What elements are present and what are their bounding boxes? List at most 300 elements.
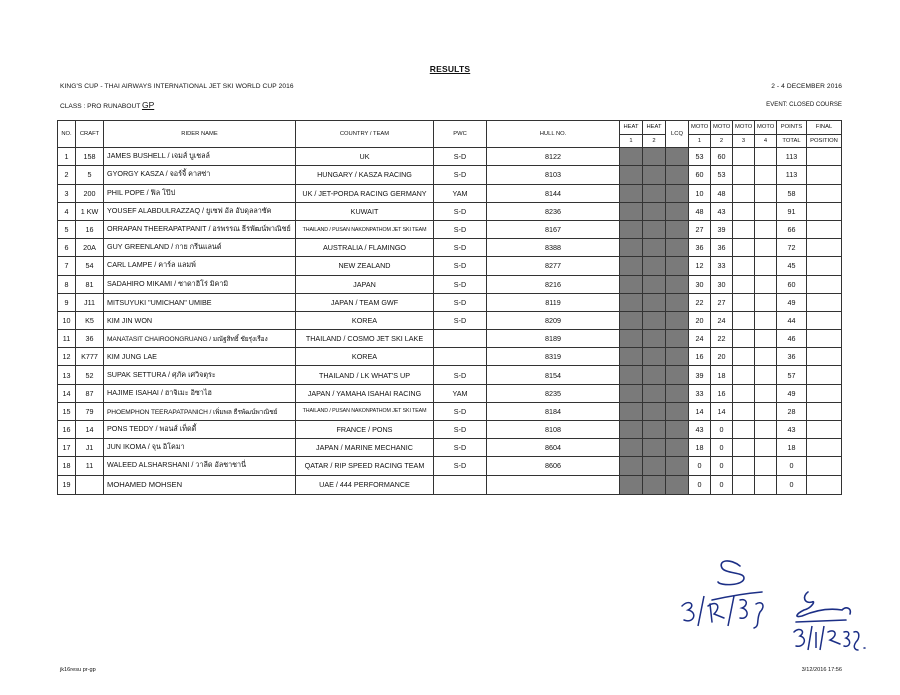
lcq-cell [666, 148, 689, 166]
moto2-score: 22 [711, 330, 733, 348]
hull-number: 8122 [487, 148, 620, 166]
heat1-cell [620, 166, 643, 184]
header-heat2: HEAT [643, 121, 666, 135]
pwc-brand: S-D [434, 239, 487, 257]
moto4-score [755, 184, 777, 202]
moto3-score [733, 184, 755, 202]
lcq-cell [666, 166, 689, 184]
pwc-brand: S-D [434, 402, 487, 420]
moto4-score [755, 421, 777, 439]
rider-name: MITSUYUKI "UMICHAN" UMIBE [104, 293, 296, 311]
moto2-score: 33 [711, 257, 733, 275]
moto1-score: 24 [689, 330, 711, 348]
header-final: FINAL [807, 121, 842, 135]
moto4-score [755, 348, 777, 366]
craft-number: K777 [76, 348, 104, 366]
heat1-cell [620, 402, 643, 420]
heat2-cell [643, 384, 666, 402]
moto1-score: 0 [689, 457, 711, 475]
hull-number [487, 475, 620, 494]
lcq-cell [666, 257, 689, 275]
row-number: 10 [58, 311, 76, 329]
header-moto1-num: 1 [689, 134, 711, 148]
moto3-score [733, 148, 755, 166]
header-no: NO. [58, 121, 76, 148]
points-total: 60 [777, 275, 807, 293]
points-total: 18 [777, 439, 807, 457]
final-position [807, 330, 842, 348]
moto3-score [733, 366, 755, 384]
moto4-score [755, 239, 777, 257]
craft-number: 20A [76, 239, 104, 257]
table-row [58, 257, 842, 275]
craft-number: 54 [76, 257, 104, 275]
hull-number: 8236 [487, 202, 620, 220]
craft-number: 14 [76, 421, 104, 439]
class-prefix: CLASS : PRO RUNABOUT [60, 103, 142, 110]
hull-number: 8235 [487, 384, 620, 402]
points-total: 44 [777, 311, 807, 329]
country-team: UK [296, 148, 434, 166]
heat1-cell [620, 330, 643, 348]
final-position [807, 220, 842, 238]
moto3-score [733, 275, 755, 293]
rider-name: JUN IKOMA / จุน อิโคมา [104, 439, 296, 457]
moto1-score: 18 [689, 439, 711, 457]
table-row [58, 311, 842, 329]
moto1-score: 20 [689, 311, 711, 329]
heat1-cell [620, 348, 643, 366]
pwc-brand: S-D [434, 311, 487, 329]
final-position [807, 402, 842, 420]
points-total: 58 [777, 184, 807, 202]
moto3-score [733, 311, 755, 329]
points-total: 46 [777, 330, 807, 348]
craft-number: 52 [76, 366, 104, 384]
lcq-cell [666, 475, 689, 494]
hull-number: 8216 [487, 275, 620, 293]
country-team: JAPAN [296, 275, 434, 293]
moto2-score: 53 [711, 166, 733, 184]
moto4-score [755, 293, 777, 311]
final-position [807, 148, 842, 166]
heat1-cell [620, 366, 643, 384]
rider-name: KIM JIN WON [104, 311, 296, 329]
row-number: 2 [58, 166, 76, 184]
moto4-score [755, 202, 777, 220]
heat2-cell [643, 366, 666, 384]
moto1-score: 39 [689, 366, 711, 384]
heat1-cell [620, 457, 643, 475]
row-number: 8 [58, 275, 76, 293]
final-position [807, 384, 842, 402]
rider-name: PHIL POPE / ฟิล โป๊ป [104, 184, 296, 202]
moto2-score: 30 [711, 275, 733, 293]
row-number: 6 [58, 239, 76, 257]
header-lcq: LCQ [666, 121, 689, 148]
craft-number: J11 [76, 293, 104, 311]
points-total: 49 [777, 293, 807, 311]
heat2-cell [643, 257, 666, 275]
craft-number: 16 [76, 220, 104, 238]
final-position [807, 166, 842, 184]
row-number: 12 [58, 348, 76, 366]
heat1-cell [620, 257, 643, 275]
heat2-cell [643, 421, 666, 439]
rider-name: GUY GREENLAND / กาย กรีนแลนด์ [104, 239, 296, 257]
rider-name: YOUSEF ALABDULRAZZAQ / ยูเซฟ อัล อับดุลลาซัค [104, 202, 296, 220]
moto4-score [755, 330, 777, 348]
header-moto1: MOTO [689, 121, 711, 135]
hull-number: 8189 [487, 330, 620, 348]
country-team: THAILAND / LK WHAT'S UP [296, 366, 434, 384]
craft-number: J1 [76, 439, 104, 457]
signature-date-left [676, 592, 786, 632]
moto1-score: 53 [689, 148, 711, 166]
pwc-brand: S-D [434, 202, 487, 220]
moto2-score: 36 [711, 239, 733, 257]
heat1-cell [620, 439, 643, 457]
final-position [807, 257, 842, 275]
heat2-cell [643, 457, 666, 475]
header-moto3-num: 3 [733, 134, 755, 148]
rider-name: SUPAK SETTURA / ศุภัค เศวิจตุระ [104, 366, 296, 384]
header-hull: HULL NO. [487, 121, 620, 148]
pwc-brand: S-D [434, 166, 487, 184]
header-moto2-num: 2 [711, 134, 733, 148]
hull-number: 8108 [487, 421, 620, 439]
moto4-score [755, 220, 777, 238]
moto2-score: 0 [711, 439, 733, 457]
heat2-cell [643, 220, 666, 238]
row-number: 5 [58, 220, 76, 238]
moto3-score [733, 293, 755, 311]
pwc-brand: YAM [434, 184, 487, 202]
table-row [58, 220, 842, 238]
points-total: 72 [777, 239, 807, 257]
moto4-score [755, 366, 777, 384]
heat1-cell [620, 475, 643, 494]
lcq-cell [666, 311, 689, 329]
header-points-total: TOTAL [777, 134, 807, 148]
rider-name: SADAHIRO MIKAMI / ซาดาฮิโร่ มิคามิ [104, 275, 296, 293]
lcq-cell [666, 421, 689, 439]
moto4-score [755, 166, 777, 184]
craft-number: 5 [76, 166, 104, 184]
heat2-cell [643, 402, 666, 420]
moto1-score: 12 [689, 257, 711, 275]
moto3-score [733, 330, 755, 348]
table-row [58, 475, 842, 494]
moto2-score: 0 [711, 457, 733, 475]
moto1-score: 10 [689, 184, 711, 202]
moto4-score [755, 275, 777, 293]
row-number: 16 [58, 421, 76, 439]
heat2-cell [643, 475, 666, 494]
header-moto4: MOTO [755, 121, 777, 135]
rider-name: HAJIME ISAHAI / ฮาจิเมะ อิซาไฮ [104, 384, 296, 402]
final-position [807, 275, 842, 293]
header-moto3: MOTO [733, 121, 755, 135]
moto2-score: 43 [711, 202, 733, 220]
rider-name: CARL LAMPE / คาร์ล แลมพ์ [104, 257, 296, 275]
pwc-brand: S-D [434, 421, 487, 439]
country-team: NEW ZEALAND [296, 257, 434, 275]
moto2-score: 0 [711, 475, 733, 494]
country-team: KOREA [296, 348, 434, 366]
final-position [807, 348, 842, 366]
row-number: 9 [58, 293, 76, 311]
final-position [807, 421, 842, 439]
header-heat1-num: 1 [620, 134, 643, 148]
craft-number [76, 475, 104, 494]
row-number: 11 [58, 330, 76, 348]
event-dates: 2 - 4 DECEMBER 2016 [771, 83, 842, 90]
final-position [807, 457, 842, 475]
craft-number: 36 [76, 330, 104, 348]
header-pwc: PWC [434, 121, 487, 148]
heat2-cell [643, 239, 666, 257]
lcq-cell [666, 348, 689, 366]
lcq-cell [666, 402, 689, 420]
rider-name: MOHAMED MOHSEN [104, 475, 296, 494]
moto4-score [755, 148, 777, 166]
table-row [58, 275, 842, 293]
pwc-brand: S-D [434, 257, 487, 275]
header-heat1: HEAT [620, 121, 643, 135]
moto1-score: 14 [689, 402, 711, 420]
pwc-brand: S-D [434, 366, 487, 384]
points-total: 45 [777, 257, 807, 275]
pwc-brand [434, 475, 487, 494]
country-team: FRANCE / PONS [296, 421, 434, 439]
pwc-brand [434, 330, 487, 348]
points-total: 0 [777, 475, 807, 494]
lcq-cell [666, 384, 689, 402]
heat2-cell [643, 348, 666, 366]
table-row [58, 148, 842, 166]
moto4-score [755, 257, 777, 275]
pwc-brand: S-D [434, 439, 487, 457]
hull-number: 8144 [487, 184, 620, 202]
moto3-score [733, 384, 755, 402]
table-row [58, 384, 842, 402]
footer-file: jk16resu pr-gp [60, 667, 96, 673]
hull-number: 8277 [487, 257, 620, 275]
moto2-score: 14 [711, 402, 733, 420]
moto2-score: 24 [711, 311, 733, 329]
final-position [807, 475, 842, 494]
pwc-brand: YAM [434, 384, 487, 402]
header-final-position: POSITION [807, 134, 842, 148]
hull-number: 8103 [487, 166, 620, 184]
pwc-brand: S-D [434, 148, 487, 166]
heat2-cell [643, 166, 666, 184]
moto2-score: 48 [711, 184, 733, 202]
moto2-score: 18 [711, 366, 733, 384]
points-total: 91 [777, 202, 807, 220]
points-total: 0 [777, 457, 807, 475]
row-number: 14 [58, 384, 76, 402]
heat2-cell [643, 184, 666, 202]
row-number: 7 [58, 257, 76, 275]
heat2-cell [643, 439, 666, 457]
heat2-cell [643, 148, 666, 166]
header-moto2: MOTO [711, 121, 733, 135]
pwc-brand [434, 348, 487, 366]
points-total: 28 [777, 402, 807, 420]
rider-name: PHOEMPHON TEERAPATPANICH / เพิ่มพล ธีรพัฒน์พาณิชย์ [104, 402, 296, 420]
points-total: 49 [777, 384, 807, 402]
heat2-cell [643, 311, 666, 329]
moto2-score: 0 [711, 421, 733, 439]
country-team: UAE / 444 PERFORMANCE [296, 475, 434, 494]
lcq-cell [666, 220, 689, 238]
heat2-cell [643, 202, 666, 220]
rider-name: JAMES BUSHELL / เจมส์ บูเชลล์ [104, 148, 296, 166]
lcq-cell [666, 275, 689, 293]
points-total: 113 [777, 166, 807, 184]
signature-right [786, 588, 866, 628]
country-team: HUNGARY / KASZA RACING [296, 166, 434, 184]
country-team: JAPAN / YAMAHA ISAHAI RACING [296, 384, 434, 402]
table-row [58, 239, 842, 257]
lcq-cell [666, 366, 689, 384]
moto4-score [755, 439, 777, 457]
table-row [58, 402, 842, 420]
heat1-cell [620, 148, 643, 166]
moto4-score [755, 311, 777, 329]
rider-name: PONS TEDDY / พอนส์ เท็ดดี้ [104, 421, 296, 439]
heat1-cell [620, 239, 643, 257]
pwc-brand: S-D [434, 293, 487, 311]
row-number: 13 [58, 366, 76, 384]
moto2-score: 60 [711, 148, 733, 166]
pwc-brand: S-D [434, 275, 487, 293]
craft-number: 11 [76, 457, 104, 475]
final-position [807, 202, 842, 220]
table-row [58, 348, 842, 366]
table-row [58, 457, 842, 475]
moto3-score [733, 166, 755, 184]
table-row [58, 202, 842, 220]
page-title: RESULTS [429, 64, 471, 74]
row-number: 1 [58, 148, 76, 166]
moto2-score: 27 [711, 293, 733, 311]
country-team: KOREA [296, 311, 434, 329]
heat1-cell [620, 184, 643, 202]
class-label [60, 100, 154, 110]
event-course: EVENT: CLOSED COURSE [766, 101, 842, 108]
country-team: JAPAN / MARINE MECHANIC [296, 439, 434, 457]
country-team: THAILAND / PUSAN NAKONPATHOM JET SKI TEAM [296, 402, 434, 420]
moto1-score: 36 [689, 239, 711, 257]
rider-name: MANATASIT CHAIROONGRUANG / มณัฐสิทธิ์ ชัยรุ่งเรือง [104, 330, 296, 348]
row-number: 19 [58, 475, 76, 494]
craft-number: 79 [76, 402, 104, 420]
craft-number: K5 [76, 311, 104, 329]
heat2-cell [643, 293, 666, 311]
header-moto4-num: 4 [755, 134, 777, 148]
points-total: 36 [777, 348, 807, 366]
rider-name: ORRAPAN THEERAPATPANIT / อรพรรณ ธีรพัฒน์พาณิชย์ [104, 220, 296, 238]
craft-number: 1 KW [76, 202, 104, 220]
moto1-score: 33 [689, 384, 711, 402]
table-row [58, 439, 842, 457]
moto2-score: 20 [711, 348, 733, 366]
lcq-cell [666, 330, 689, 348]
moto3-score [733, 421, 755, 439]
final-position [807, 439, 842, 457]
signature-date-right [790, 624, 870, 654]
heat1-cell [620, 202, 643, 220]
country-team: QATAR / RIP SPEED RACING TEAM [296, 457, 434, 475]
moto4-score [755, 384, 777, 402]
country-team: AUSTRALIA / FLAMINGO [296, 239, 434, 257]
hull-number: 8119 [487, 293, 620, 311]
event-name: KING'S CUP - THAI AIRWAYS INTERNATIONAL JET SKI WORLD CUP 2016 [60, 83, 294, 90]
rider-name: WALEED ALSHARSHANI / วาลีด อัลชาชานี่ [104, 457, 296, 475]
heat1-cell [620, 220, 643, 238]
hull-number: 8388 [487, 239, 620, 257]
table-row [58, 330, 842, 348]
heat1-cell [620, 275, 643, 293]
moto3-score [733, 402, 755, 420]
moto1-score: 27 [689, 220, 711, 238]
row-number: 17 [58, 439, 76, 457]
pwc-brand: S-D [434, 220, 487, 238]
moto3-score [733, 257, 755, 275]
moto4-score [755, 402, 777, 420]
header-country: COUNTRY / TEAM [296, 121, 434, 148]
table-header [58, 121, 842, 148]
heat1-cell [620, 421, 643, 439]
moto1-score: 60 [689, 166, 711, 184]
heat1-cell [620, 293, 643, 311]
lcq-cell [666, 439, 689, 457]
country-team: THAILAND / COSMO JET SKI LAKE [296, 330, 434, 348]
table-row [58, 293, 842, 311]
moto2-score: 39 [711, 220, 733, 238]
craft-number: 87 [76, 384, 104, 402]
heat1-cell [620, 384, 643, 402]
final-position [807, 293, 842, 311]
header-points: POINTS [777, 121, 807, 135]
country-team: UK / JET-PORDA RACING GERMANY [296, 184, 434, 202]
heat2-cell [643, 330, 666, 348]
moto4-score [755, 457, 777, 475]
points-total: 66 [777, 220, 807, 238]
moto3-score [733, 439, 755, 457]
moto3-score [733, 220, 755, 238]
moto3-score [733, 348, 755, 366]
moto1-score: 16 [689, 348, 711, 366]
final-position [807, 311, 842, 329]
row-number: 4 [58, 202, 76, 220]
hull-number: 8606 [487, 457, 620, 475]
hull-number: 8319 [487, 348, 620, 366]
heat1-cell [620, 311, 643, 329]
moto3-score [733, 239, 755, 257]
pwc-brand: S-D [434, 457, 487, 475]
points-total: 57 [777, 366, 807, 384]
rider-name: KIM JUNG LAE [104, 348, 296, 366]
craft-number: 200 [76, 184, 104, 202]
table-body [58, 148, 842, 494]
heat2-cell [643, 275, 666, 293]
points-total: 43 [777, 421, 807, 439]
moto1-score: 43 [689, 421, 711, 439]
